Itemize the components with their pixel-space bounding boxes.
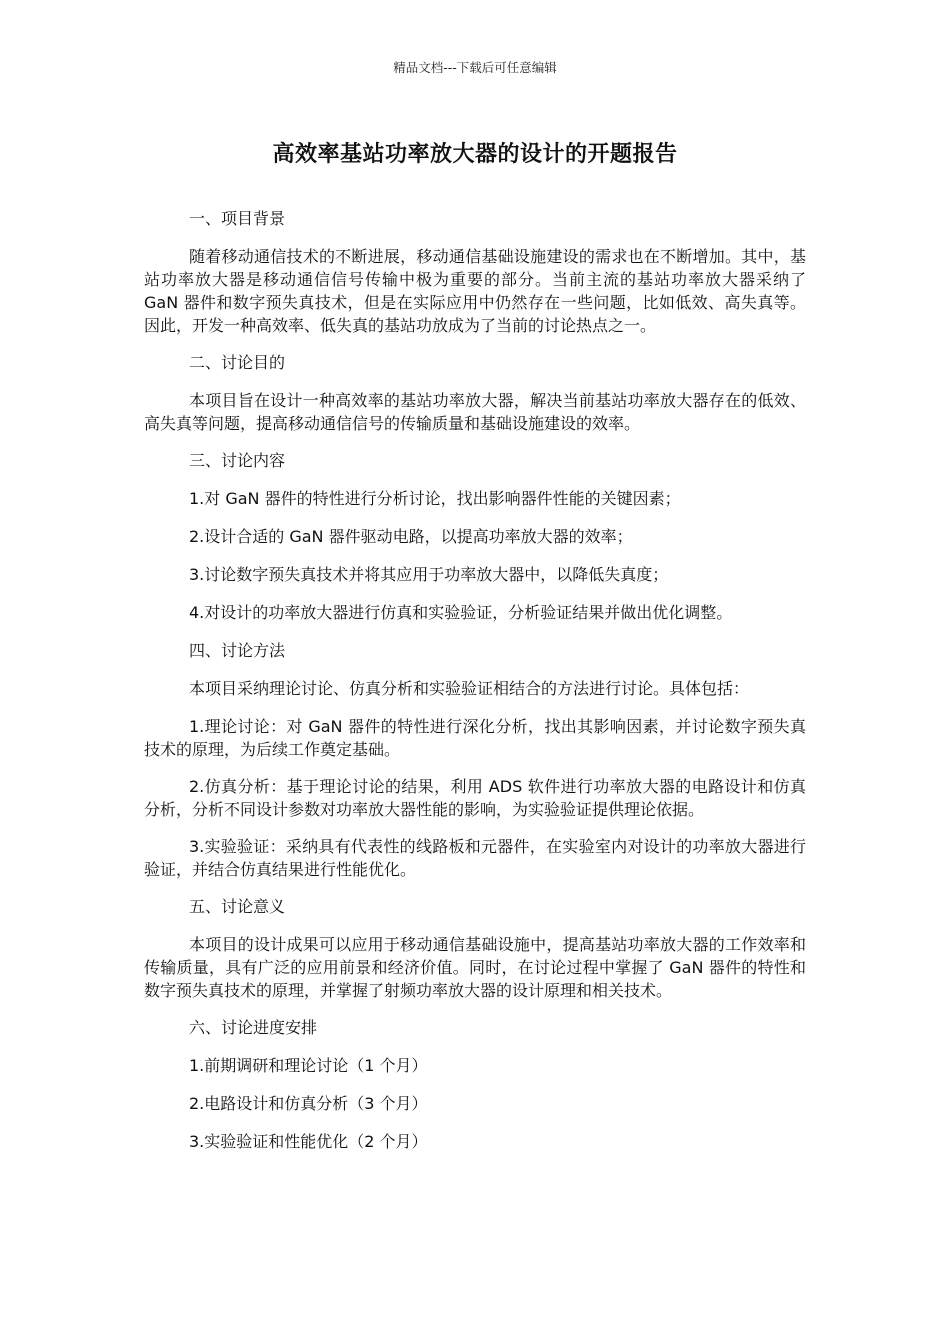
paragraph-purpose: 本项目旨在设计一种高效率的基站功率放大器，解决当前基站功率放大器存在的低效、高失真等问题，提高移动通信信号的传输质量和基础设施建设的效率。: [144, 391, 806, 433]
list-item-content-1: 1.对 GaN 器件的特性进行分析讨论，找出影响器件性能的关键因素；: [189, 489, 681, 508]
section-heading-schedule: 六、讨论进度安排: [189, 1018, 318, 1037]
list-item-schedule-3: 3.实验验证和性能优化（2 个月）: [189, 1132, 428, 1151]
document-body: [144, 207, 806, 1168]
document-title: 高效率基站功率放大器的设计的开题报告: [272, 142, 678, 167]
paragraph-method-intro: 本项目采纳理论讨论、仿真分析和实验验证相结合的方法进行讨论。具体包括：: [189, 679, 750, 698]
section-heading-background: 一、项目背景: [189, 209, 286, 228]
list-item-content-4: 4.对设计的功率放大器进行仿真和实验验证，分析验证结果并做出优化调整。: [189, 603, 733, 622]
header-note: 精品文档---下载后可任意编辑: [393, 60, 557, 75]
list-item-schedule-2: 2.电路设计和仿真分析（3 个月）: [189, 1094, 428, 1113]
section-heading-content: 三、讨论内容: [189, 451, 286, 470]
section-heading-significance: 五、讨论意义: [189, 897, 286, 916]
list-item-schedule-1: 1.前期调研和理论讨论（1 个月）: [189, 1056, 428, 1075]
list-item-method-2: 2.仿真分析：基于理论讨论的结果，利用 ADS 软件进行功率放大器的电路设计和仿真分析，分析不同设计参数对功率放大器性能的影响，为实验验证提供理论依据。: [144, 777, 806, 819]
list-item-method-1: 1.理论讨论：对 GaN 器件的特性进行深化分析，找出其影响因素，并讨论数字预失真技术的原理，为后续工作奠定基础。: [144, 717, 806, 759]
paragraph-significance: 本项目的设计成果可以应用于移动通信基础设施中，提高基站功率放大器的工作效率和传输质量，具有广泛的应用前景和经济价值。同时，在讨论过程中掌握了 GaN 器件的特性和数字预失真技术的原理，并掌握了射频功率放大器的设计原理和相关技术。: [144, 935, 806, 1000]
list-item-content-3: 3.讨论数字预失真技术并将其应用于功率放大器中，以降低失真度；: [189, 565, 669, 584]
section-heading-method: 四、讨论方法: [189, 641, 286, 660]
list-item-method-3: 3.实验验证：采纳具有代表性的线路板和元器件，在实验室内对设计的功率放大器进行验证，并结合仿真结果进行性能优化。: [144, 837, 806, 879]
section-heading-purpose: 二、讨论目的: [189, 353, 286, 372]
paragraph-background: 随着移动通信技术的不断进展，移动通信基础设施建设的需求也在不断增加。其中，基站功率放大器是移动通信信号传输中极为重要的部分。当前主流的基站功率放大器采纳了 GaN 器件和数字预失真技术，但是在实际应用中仍然存在一些问题，比如低效、高失真等。因此，开发一种高效率、低失真的基站功放成为了当前的讨论热点之一。: [144, 247, 806, 335]
list-item-content-2: 2.设计合适的 GaN 器件驱动电路，以提高功率放大器的效率；: [189, 527, 633, 546]
